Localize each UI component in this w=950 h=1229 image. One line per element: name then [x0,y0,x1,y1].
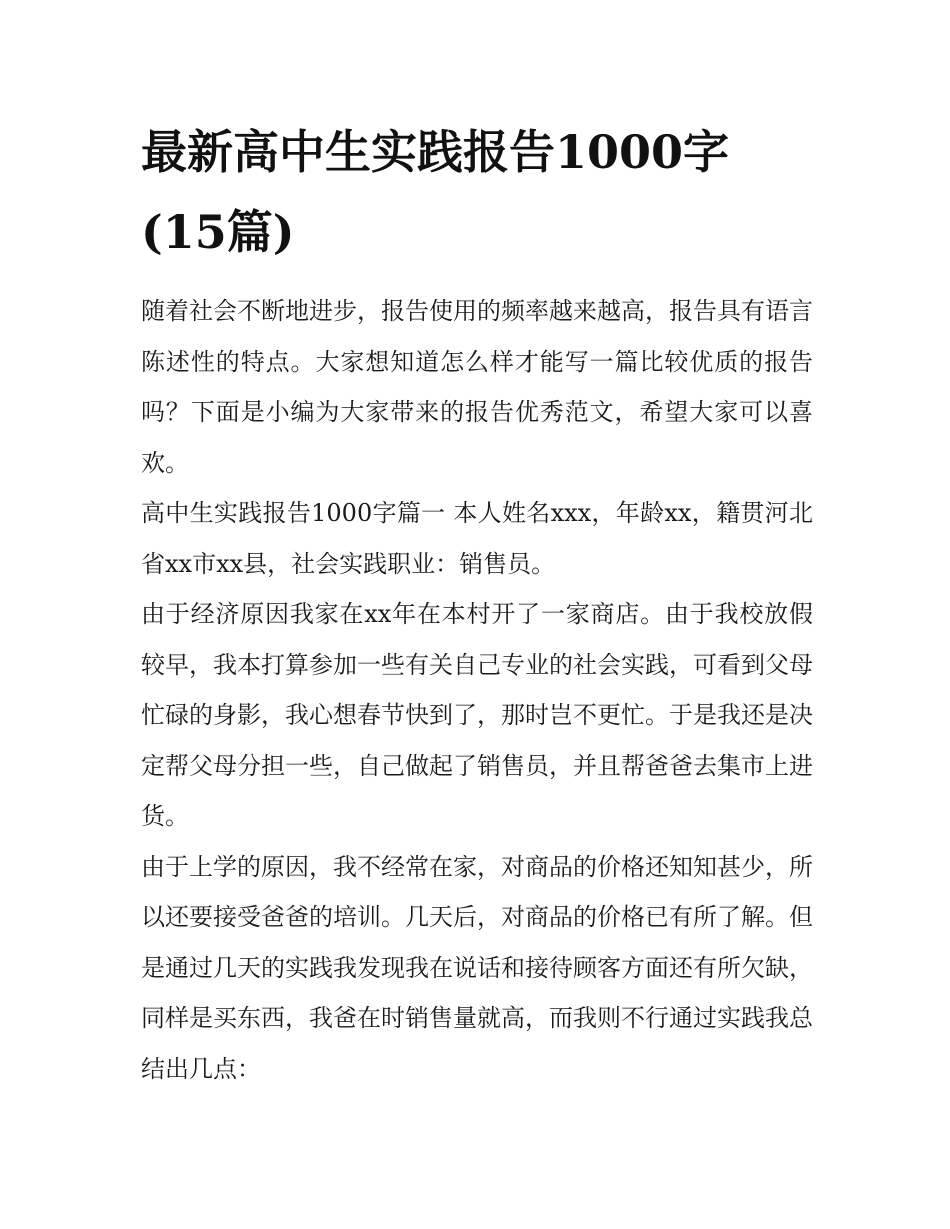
document-page [141,112,813,1094]
intro-paragraph: 随着社会不断地进步，报告使用的频率越来越高，报告具有语言陈述性的特点。大家想知道怎么样才能写一篇比较优质的报告吗？下面是小编为大家带来的报告优秀范文，希望大家可以喜欢。 [141,297,813,477]
background-paragraph: 由于经济原因我家在xx年在本村开了一家商店。由于我校放假较早，我本打算参加一些有关自己专业的社会实践，可看到父母忙碌的身影，我心想春节快到了，那时岂不更忙。于是我还是决定帮父母分担一些，自己做起了销售员，并且帮爸爸去集市上进货。 [141,600,813,830]
document-title: 最新高中生实践报告1000字(15篇) [141,125,730,259]
section-one-paragraph: 高中生实践报告1000字篇一 本人姓名xxx，年龄xx，籍贯河北省xx市xx县，社会实践职业：销售员。 [141,499,813,578]
document-body [141,286,813,1094]
experience-paragraph: 由于上学的原因，我不经常在家，对商品的价格还知知甚少，所以还要接受爸爸的培训。几天后，对商品的价格已有所了解。但是通过几天的实践我发现我在说话和接待顾客方面还有所欠缺，同样是买东西，我爸在时销售量就高，而我则不行通过实践我总结出几点： [141,852,813,1083]
